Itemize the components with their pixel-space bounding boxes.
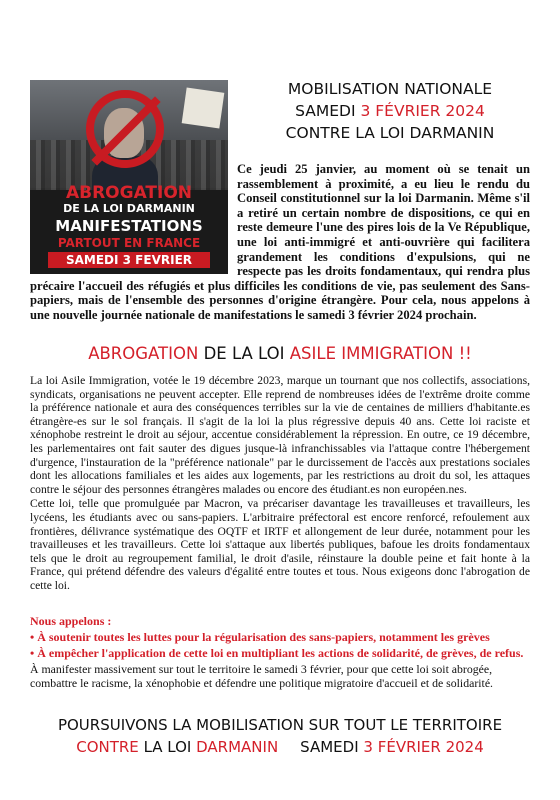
footer-darmanin: DARMANIN bbox=[196, 738, 279, 756]
body-text bbox=[30, 374, 530, 594]
poster-line-abrogation: ABROGATION bbox=[65, 183, 193, 203]
abrogation-title bbox=[30, 344, 530, 364]
footer-line-1: POURSUIVONS LA MOBILISATION SUR TOUT LE TERRITOIRE bbox=[57, 716, 503, 734]
footer-contre: CONTRE bbox=[76, 738, 139, 756]
abrogation-word: ABROGATION bbox=[88, 344, 199, 363]
page-header bbox=[240, 78, 540, 144]
poster-line-date: SAMEDI 3 FEVRIER bbox=[48, 252, 210, 268]
appels-closing: À manifester massivement sur tout le territoire le samedi 3 février, pour que cette loi soit abrogée, combattre le racisme, la xénophobie et défendre une politique migratoire d'accueil et de solidarité. bbox=[30, 662, 493, 690]
poster-line-partout: PARTOUT EN FRANCE bbox=[57, 236, 201, 250]
header-line-2 bbox=[240, 100, 540, 122]
poster-line-loi: DE LA LOI DARMANIN bbox=[63, 202, 195, 215]
protest-sign bbox=[182, 88, 225, 129]
header-samedi: SAMEDI bbox=[295, 102, 361, 120]
intro-section bbox=[30, 162, 530, 323]
appels-section bbox=[30, 614, 530, 690]
footer-line-2 bbox=[20, 736, 540, 758]
footer-la-loi: LA LOI bbox=[138, 738, 197, 756]
appel-item-1: • À soutenir toutes les luttes pour la régularisation des sans-papiers, notamment les grèves bbox=[30, 630, 490, 644]
footer-date: 3 FÉVRIER 2024 bbox=[363, 738, 484, 756]
header-line-3: CONTRE LA LOI DARMANIN bbox=[285, 124, 495, 142]
poster-line-manifestations: MANIFESTATIONS bbox=[55, 217, 203, 235]
intro-paragraph: Ce jeudi 25 janvier, au moment où se tenait un rassemblement à proximité, a eu lieu le rendu du Conseil constitutionnel sur la loi Darmanin. Même s'il a retiré un certain nombre de dispositions, ce qui en reste demeure l'une des pires lois de la Ve République, une loi anti-immigré et anti-ouvrière qui facilitera grandement les conditions d'expulsions, qui ne respecte pas les droits fondamentaux, qui rendra plus précaire l'accueil des réfugiés et plus difficiles les conditions de vie, pas seulement des Sans-papiers, mais de l'ensemble des personnes d'origine étrangère. Pour cela, nous appelons à une nouvelle journée nationale de manifestations le samedi 3 février 2024 prochain. bbox=[30, 162, 530, 322]
intro-float-spacer bbox=[30, 162, 237, 274]
header-line-1: MOBILISATION NATIONALE bbox=[287, 80, 493, 98]
appel-item-2: • À empêcher l'application de cette loi en multipliant les actions de solidarité, de grèves, de refus. bbox=[30, 646, 524, 660]
abrogation-middle: DE LA LOI bbox=[198, 344, 290, 363]
header-date: 3 FÉVRIER 2024 bbox=[360, 102, 485, 120]
body-paragraph-2: Cette loi, telle que promulguée par Macron, va précariser davantage les travailleuses et travailleurs, les lycéens, les étudiants avec ou sans-papiers. L'arbitraire préfectoral est encore renforcé, refoulement aux frontières, délivrance systématique des OQTF et IRTF et allongement de leur durée, notamment pour les travailleuses et les travailleurs. Cette loi s'attaque aux libertés publiques, bafoue les droits fondamentaux tels que le droit au regroupement familial, le droit d'asile, réinstaure la double peine et fait honte à la France, qui prétend défendre des valeurs d'égalité entre toutes et tous. Nous exigeons donc l'abrogation de cette loi. bbox=[30, 497, 530, 592]
appels-title: Nous appelons : bbox=[30, 614, 112, 628]
abrogation-law: ASILE IMMIGRATION !! bbox=[289, 344, 472, 363]
footer-samedi: SAMEDI bbox=[300, 738, 364, 756]
body-paragraph-1: La loi Asile Immigration, votée le 19 décembre 2023, marque un tournant que nos collectifs, associations, syndicats, organisations ne peuvent accepter. Elle reprend de nombreuses idées de l'extrême droite comme la préférence nationale et aura des conséquences terribles sur la vie de centaines de milliers d'habitante.es étrangère-es sur le sol français. Il s'agit de la loi la plus régressive depuis 40 ans. Cette loi raciste et xénophobe restreint le droit au séjour, accentue considérablement la répression. En outre, ce 19 décembre, les parlementaires ont fait sauter des digues jusque-là infranchissables via l'attaque contre l'hébergement d'urgence, l'instauration de la "préférence nationale" par le durcissement de l'accès aux prestations sociales dont les allocations familiales et les aides aux logements, par les restrictions au droit du sol, les attaques contre le séjour des personnes étrangères malades ou encore des étudiant.es non européen.nes. bbox=[30, 374, 530, 496]
page-footer bbox=[20, 714, 540, 758]
